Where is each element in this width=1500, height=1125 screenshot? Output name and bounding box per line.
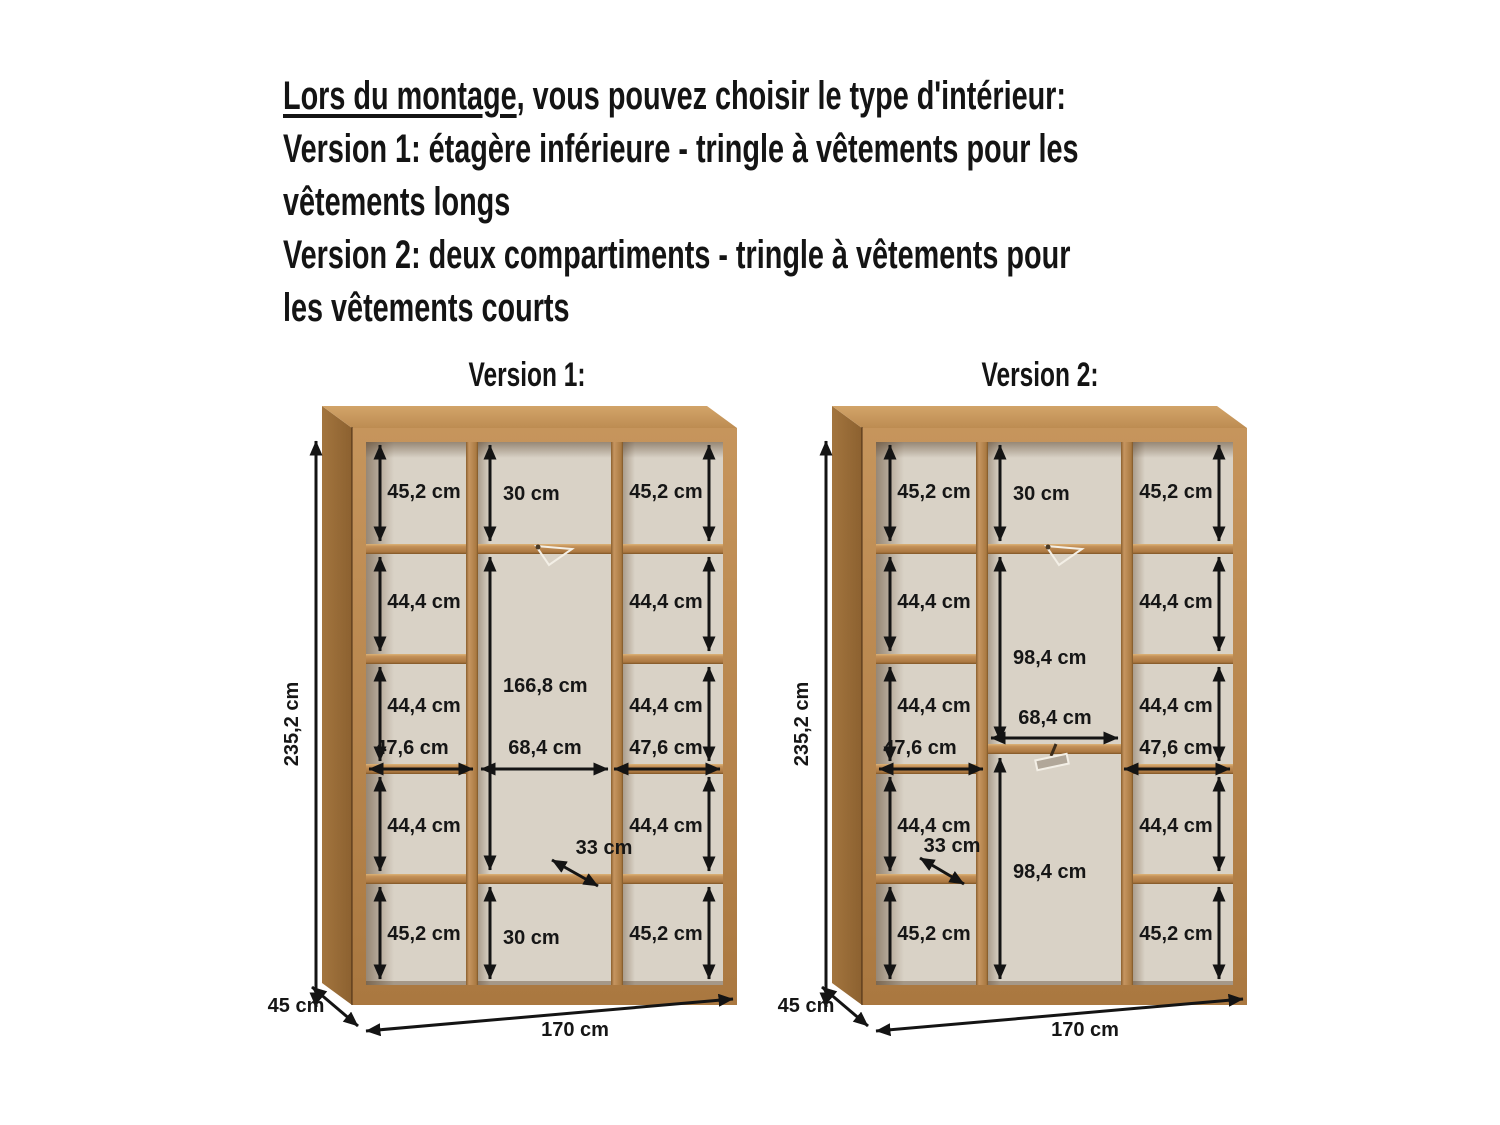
interior-shadow-top <box>876 442 1233 458</box>
shelf <box>1133 654 1233 664</box>
side-panel <box>832 406 862 1005</box>
interior-shadow-top <box>366 442 723 458</box>
shelf <box>623 654 723 664</box>
shelf <box>988 544 1121 554</box>
divider <box>611 442 623 985</box>
divider <box>976 442 988 985</box>
divider <box>466 442 478 985</box>
dim-label-width: 170 cm <box>1051 1019 1119 1041</box>
wardrobe-version-2 <box>778 406 1247 1041</box>
dim-label: 45,2 cm <box>387 923 461 945</box>
dim-label: 30 cm <box>503 927 560 949</box>
dim-label: 44,4 cm <box>1139 695 1213 717</box>
header-underlined-phrase: Lors du montage <box>283 74 517 118</box>
dim-label: 98,4 cm <box>1013 861 1087 883</box>
shelf <box>623 874 723 884</box>
dim-label: 47,6 cm <box>375 737 449 759</box>
dim-label: 45,2 cm <box>1139 923 1213 945</box>
divider <box>1121 442 1133 985</box>
dim-label-height: 235,2 cm <box>281 681 303 767</box>
shelf <box>876 654 976 664</box>
dim-label: 44,4 cm <box>897 695 971 717</box>
shelf <box>876 544 976 554</box>
dim-label: 47,6 cm <box>629 737 703 759</box>
floor-seam <box>366 981 723 985</box>
dim-label: 47,6 cm <box>1139 737 1213 759</box>
shelf <box>1133 544 1233 554</box>
edge-seam <box>861 427 863 1005</box>
shelf <box>366 544 466 554</box>
dim-label: 45,2 cm <box>387 481 461 503</box>
dim-label: 45,2 cm <box>629 923 703 945</box>
dim-label: 44,4 cm <box>629 591 703 613</box>
dim-label: 45,2 cm <box>1139 481 1213 503</box>
dim-label: 98,4 cm <box>1013 647 1087 669</box>
dim-label: 166,8 cm <box>503 675 588 697</box>
top-panel <box>832 406 1247 428</box>
dim-label: 45,2 cm <box>897 481 971 503</box>
dim-label: 45,2 cm <box>897 923 971 945</box>
dim-label: 44,4 cm <box>1139 591 1213 613</box>
dim-label: 44,4 cm <box>897 815 971 837</box>
version1-title: Version 1: <box>468 356 586 394</box>
dim-label-depth: 45 cm <box>777 995 835 1017</box>
dim-label: 44,4 cm <box>897 591 971 613</box>
dim-label: 44,4 cm <box>387 591 461 613</box>
side-panel <box>322 406 352 1005</box>
header-intro-rest: , vous pouvez choisir le type d'intérieur: <box>516 74 1066 118</box>
dim-label: 30 cm <box>1013 483 1070 505</box>
shelf <box>478 544 611 554</box>
dim-label: 44,4 cm <box>1139 815 1213 837</box>
dim-label: 44,4 cm <box>629 695 703 717</box>
shelf <box>366 874 466 884</box>
dim-label: 45,2 cm <box>629 481 703 503</box>
wardrobe-version-1 <box>268 406 737 1041</box>
shelf <box>1133 874 1233 884</box>
dim-label: 30 cm <box>503 483 560 505</box>
dim-label: 44,4 cm <box>629 815 703 837</box>
dim-label: 68,4 cm <box>508 737 582 759</box>
dim-label: 33 cm <box>575 837 633 859</box>
dim-label: 68,4 cm <box>1018 707 1092 729</box>
dim-label: 47,6 cm <box>883 737 957 759</box>
shelf <box>623 544 723 554</box>
dim-label: 44,4 cm <box>387 815 461 837</box>
divider-shadow <box>478 442 490 985</box>
dim-label-height: 235,2 cm <box>791 681 813 767</box>
header-version2-line1: Version 2: deux compartiments - tringle à vêtements pour <box>283 233 1071 277</box>
header-version1-line1: Version 1: étagère inférieure - tringle à vêtements pour les <box>283 127 1079 171</box>
top-panel <box>322 406 737 428</box>
dim-label: 33 cm <box>923 835 981 857</box>
header-version2-line2: les vêtements courts <box>283 286 570 330</box>
dim-label: 44,4 cm <box>387 695 461 717</box>
header-version1-line2: vêtements longs <box>283 180 511 224</box>
edge-seam <box>351 427 353 1005</box>
dim-label-depth: 45 cm <box>267 995 325 1017</box>
floor-seam <box>876 981 1233 985</box>
divider-shadow <box>988 442 1000 985</box>
version2-title: Version 2: <box>981 356 1099 394</box>
shelf <box>366 654 466 664</box>
dim-label-width: 170 cm <box>541 1019 609 1041</box>
